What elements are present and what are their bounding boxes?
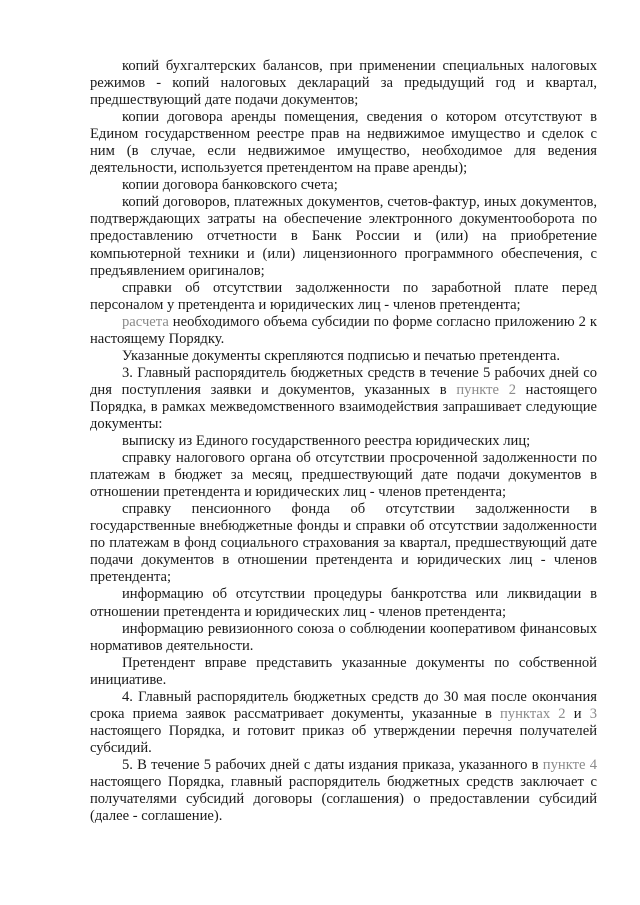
paragraph xyxy=(90,109,597,177)
paragraph xyxy=(90,621,597,655)
paragraph-text: 3. Главный распорядитель бюджетных средств в течение 5 рабочих дней со дня поступления заявки и документов, указанных в xyxy=(90,364,597,398)
paragraph xyxy=(90,365,597,433)
paragraph xyxy=(90,194,597,279)
paragraph xyxy=(90,586,597,620)
reference-link[interactable]: пунктах 2 xyxy=(500,705,566,722)
paragraph-text: справку налогового органа об отсутствии просроченной задолженности по платежам в бюджет за месяц, предшествующий дате подачи документов в отношении претендента и юридических лиц - членов претендента; xyxy=(90,450,597,501)
document-page xyxy=(90,58,597,825)
paragraph-text: выписку из Единого государственного реестра юридических лиц; xyxy=(122,433,531,450)
paragraph xyxy=(90,450,597,501)
reference-link[interactable]: 3 xyxy=(589,705,597,722)
paragraph-text: копий бухгалтерских балансов, при применении специальных налоговых режимов - копий налоговых деклараций за предыдущий год и квартал, предшествующий дате подачи документов; xyxy=(90,58,597,109)
paragraph xyxy=(90,348,597,365)
paragraph xyxy=(90,58,597,109)
paragraph-text: настоящего Порядка, и готовит приказ об утверждении перечня получателей субсидий. xyxy=(90,722,597,756)
paragraph-text: информацию об отсутствии процедуры банкротства или ликвидации в отношении претендента и юридических лиц - членов претендента; xyxy=(90,586,597,620)
paragraph-text: копии договора банковского счета; xyxy=(122,177,338,194)
paragraph xyxy=(90,655,597,689)
paragraph-text: Указанные документы скрепляются подписью и печатью претендента. xyxy=(122,347,560,364)
paragraph-text: справки об отсутствии задолженности по заработной плате перед персоналом у претендента и юридических лиц - членов претендента; xyxy=(90,279,597,313)
paragraph xyxy=(90,280,597,314)
paragraph xyxy=(90,501,597,586)
paragraph-text: информацию ревизионного союза о соблюдении кооперативом финансовых нормативов деятельности. xyxy=(90,620,597,654)
paragraph-text: копии договора аренды помещения, сведения о котором отсутствуют в Едином государственном реестре прав на недвижимое имущество и сделок с ним (в случае, если недвижимое имущество, необходимое для ведения деятельности, используется претендентом на праве аренды); xyxy=(90,109,597,177)
paragraph-text: 4. Главный распорядитель бюджетных средств до 30 мая после окончания срока приема заявок рассматривает документы, указанные в xyxy=(90,688,597,722)
reference-link[interactable]: пункте 2 xyxy=(456,381,516,398)
paragraph xyxy=(90,757,597,825)
paragraph xyxy=(90,689,597,757)
paragraph-text: необходимого объема субсидии по форме согласно приложению 2 к настоящему Порядку. xyxy=(90,313,597,347)
paragraph-text: и xyxy=(565,705,590,722)
paragraph-text: 5. В течение 5 рабочих дней с даты издания приказа, указанного в xyxy=(122,756,543,773)
paragraph xyxy=(90,314,597,348)
paragraph-text: справку пенсионного фонда об отсутствии задолженности в государственные внебюджетные фонды и справки об отсутствии задолженности по платежам в фонд социального страхования за квартал, предшествующий дате подачи документов в отношении претендента и юридических лиц - членов претендента; xyxy=(90,501,597,586)
paragraph-text: настоящего Порядка, главный распорядитель бюджетных средств заключает с получателями субсидий договоры (соглашения) о предоставлении субсидий (далее - соглашение). xyxy=(90,773,597,825)
paragraph xyxy=(90,433,597,450)
paragraph-text: копий договоров, платежных документов, счетов-фактур, иных документов, подтверждающих затраты на обеспечение электронного документооборота по предоставлению отчетности в Банк России и (или) на приобретение компьютерной техники и (или) лицензионного программного обеспечения, с предъявлением оригиналов; xyxy=(90,194,597,279)
paragraph-text: настоящего Порядка, в рамках межведомственного взаимодействия запрашивает следующие документы: xyxy=(90,381,597,432)
paragraph xyxy=(90,177,597,194)
reference-link[interactable]: пункте 4 xyxy=(542,756,597,773)
reference-link[interactable]: расчета xyxy=(122,313,169,330)
paragraph-text: Претендент вправе представить указанные документы по собственной инициативе. xyxy=(90,654,597,688)
